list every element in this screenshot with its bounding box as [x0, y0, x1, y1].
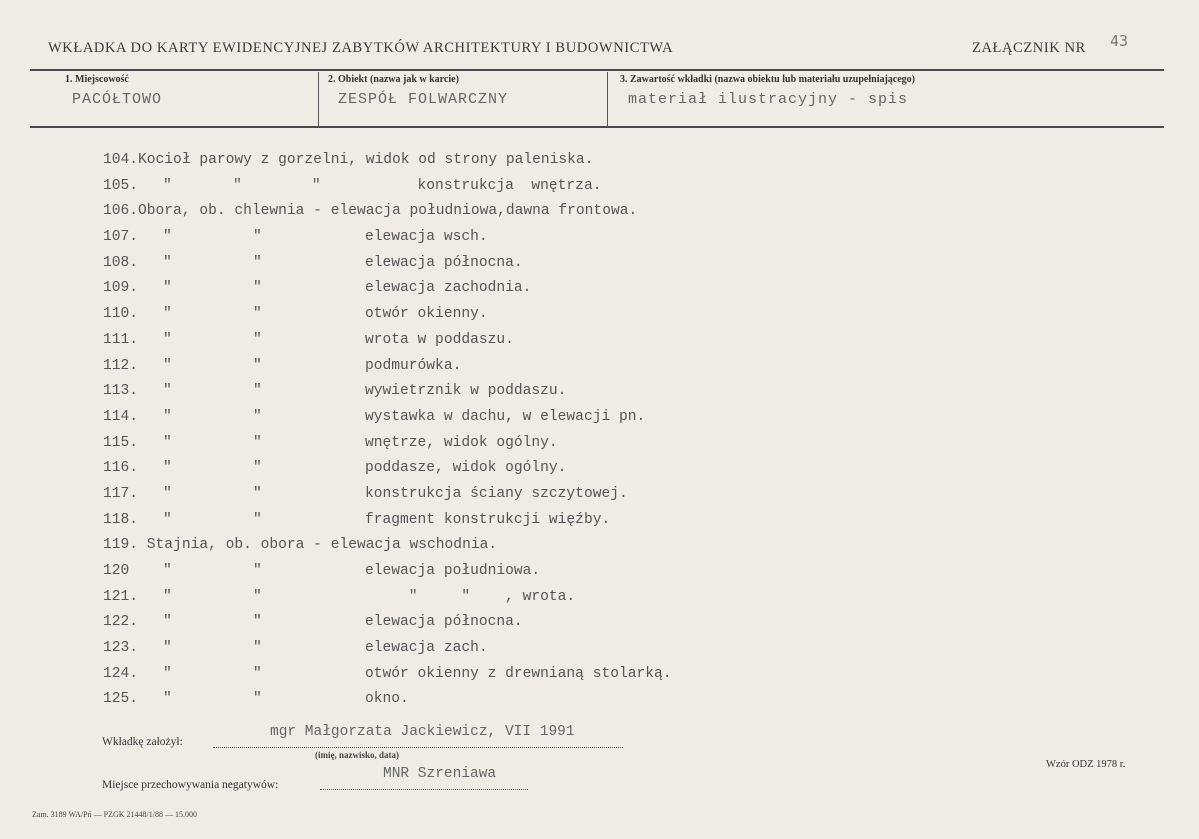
created-by-value: mgr Małgorzata Jackiewicz, VII 1991 [270, 724, 575, 740]
storage-label: Miejsce przechowywania negatywów: [102, 779, 279, 791]
header-bottom-rule [30, 126, 1164, 128]
record-card: WKŁADKA DO KARTY EWIDENCYJNEJ ZABYTKÓW ARCHITEKTURY I BUDOWNICTWA ZAŁĄCZNIK NR 43 1. Miejscowość PACÓŁTOWO 2. Obiekt (nazwa jak w karcie) ZESPÓŁ FOLWARCZNY 3. Zawartość wkładki (nazwa obiektu lub materiału uzupełniającego) materiał ilustracyjny - spis 104.Kocioł parowy z gorzelni, widok od strony paleniska. 105. " " " konstrukcja wnętrza. 106.Obora, ob. chlewnia - elewacja południowa,dawna frontowa. 107. " " elewacja wsch. 108. " " elewacja północna. 109. " " elewacja zachodnia. 110. " " otwór okienny. 111. " " wrota w poddaszu. 112. " " podmurówka. 113. " " wywietrznik w poddaszu. 114. " " wystawka w dachu, w elewacji pn. 115. " " wnętrze, widok ogólny. 116. " " poddasze, widok ogólny. 117. " " konstrukcja ściany szczytowej. 118. " " fragment konstrukcji więźby. 119. Stajnia, ob. obora - elewacja wschodnia. 120 " " elewacja południowa. 121. " " " " , wrota. 122. " " elewacja północna. 123. " " elewacja zach. 124. " " otwór okienny z drewnianą stolarką. 125. " " okno. Wkładkę założył: mgr Małgorzata Jackiewicz, VII 1991 (imię, nazwisko, data) Miejsce przechowywania negatywów: MNR Szreniawa Wzór ODZ 1978 r. Zam. 3189 WA/Pń — PZGK 21448/1/88 — 15.000 [0, 0, 1199, 839]
storage-line [320, 789, 528, 790]
created-by-label: Wkładkę założył: [102, 736, 183, 748]
attachment-number: 43 [1110, 32, 1129, 50]
template-note: Wzór ODZ 1978 r. [1046, 759, 1126, 770]
attachment-label: ZAŁĄCZNIK NR [972, 40, 1086, 56]
contents-value: materiał ilustracyjny - spis [628, 91, 909, 108]
form-title: WKŁADKA DO KARTY EWIDENCYJNEJ ZABYTKÓW ARCHITEKTURY I BUDOWNICTWA [48, 40, 674, 56]
column-divider-2 [607, 72, 608, 128]
object-value: ZESPÓŁ FOLWARCZNY [338, 91, 509, 108]
locality-value: PACÓŁTOWO [72, 91, 163, 108]
storage-value: MNR Szreniawa [383, 766, 497, 782]
created-by-hint: (imię, nazwisko, data) [315, 750, 399, 760]
object-label: 2. Obiekt (nazwa jak w karcie) [328, 74, 459, 85]
column-divider-1 [318, 72, 319, 128]
created-by-line [213, 747, 623, 748]
header-top-rule [30, 69, 1164, 71]
print-info: Zam. 3189 WA/Pń — PZGK 21448/1/88 — 15.000 [32, 810, 197, 819]
locality-label: 1. Miejscowość [65, 74, 129, 85]
contents-label: 3. Zawartość wkładki (nazwa obiektu lub materiału uzupełniającego) [620, 74, 916, 85]
